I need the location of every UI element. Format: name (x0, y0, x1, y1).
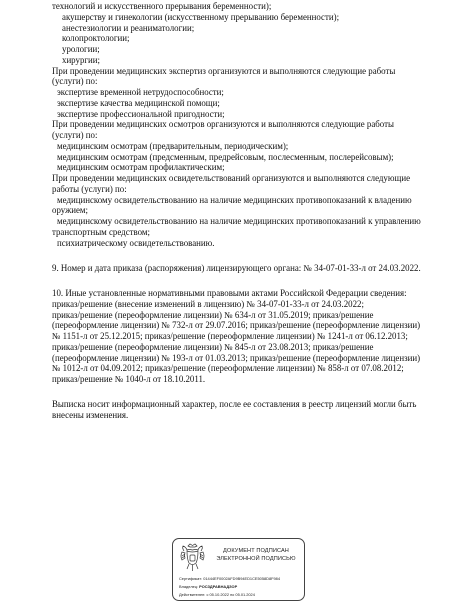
stamp-valid-row (179, 592, 255, 597)
text-line: (переоформление лицензии) № 732-л от 29.07.2016; приказ/решение (переоформление лицензии) (52, 320, 421, 330)
stamp-owner-value: РОСЗДРАВНАДЗОР (199, 584, 238, 589)
text-line: (услуги) по: (52, 130, 98, 140)
stamp-title-line-2: ЭЛЕКТРОННОЙ ПОДПИСЬЮ (216, 556, 296, 562)
license-order-number: 9. Номер и дата приказа (распоряжения) лицензирующего органа: № 34-07-01-33-л от 24.03.2022. (52, 263, 421, 273)
text-line: приказ/решение № 1040-л от 18.10.2011. (52, 374, 206, 384)
stamp-valid-value: с 05.10.2022 по 05.01.2024 (206, 592, 255, 597)
text-line: экспертизе качества медицинской помощи; (57, 98, 220, 108)
text-line: медицинским осмотрам профилактическим; (57, 162, 225, 172)
stamp-certificate-value: 01444EF0002AFD9B94ED1CE5058D8F984 (203, 576, 281, 581)
text-line: приказ/решение (внесение изменений в лицензию) № 34-07-01-33-л от 24.03.2022; (52, 299, 364, 309)
text-line: приказ/решение (переоформление лицензии) № 845-л от 23.08.2013; приказ/решение (52, 342, 374, 352)
text-line: При проведении медицинских освидетельствований организуются и выполняются следующие (52, 173, 411, 183)
text-line: психиатрическому освидетельствованию. (57, 238, 215, 248)
text-line: (услуги) по: (52, 76, 98, 86)
text-line: оружием; (52, 205, 88, 215)
stamp-title-line-1: ДОКУМЕНТ ПОДПИСАН (223, 548, 289, 554)
text-line: урологии; (62, 44, 100, 54)
stamp-certificate-label: Сертификат: (179, 576, 203, 581)
disclaimer-note: внесены изменения. (52, 410, 129, 420)
text-line: акушерству и гинекологии (искусственному прерыванию беременности); (62, 12, 340, 22)
text-line: № 1012-л от 04.09.2012; приказ/решение (переоформление лицензии) № 858-л от 07.08.2012; (52, 363, 404, 373)
electronic-signature-stamp (172, 538, 305, 601)
text-line: колопроктологии; (62, 33, 130, 43)
text-line: технологий и искусственного прерывания беременности); (52, 1, 272, 11)
text-line: № 1151-л от 25.12.2015; приказ/решение (переоформление лицензии) № 1241-л от 06.12.2013; (52, 331, 408, 341)
text-line: анестезиологии и реаниматологии; (62, 23, 195, 33)
text-line: медицинскому освидетельствованию на наличие медицинских противопоказаний к управлению (57, 216, 421, 226)
stamp-certificate-row (179, 576, 280, 581)
text-line: приказ/решение (переоформление лицензии) № 634-л от 31.05.2019; приказ/решение (52, 310, 374, 320)
stamp-owner-row (179, 584, 237, 589)
stamp-valid-label: Действителен: (179, 592, 206, 597)
stamp-owner-label: Владелец: (179, 584, 199, 589)
text-line: медицинскому освидетельствованию на наличие медицинских противопоказаний к владению (57, 195, 412, 205)
section-10-heading: 10. Иные установленные нормативными правовыми актами Российской Федерации сведения: (52, 288, 407, 298)
text-line: медицинским осмотрам (предварительным, периодическим); (57, 141, 289, 151)
text-line: хирургии; (62, 55, 100, 65)
disclaimer-note: Выписка носит информационный характер, после ее составления в реестр лицензий могли быть (52, 399, 417, 409)
text-line: экспертизе временной нетрудоспособности; (57, 87, 224, 97)
text-line: экспертизе профессиональной пригодности; (57, 109, 225, 119)
text-line: (переоформление лицензии) № 193-л от 01.03.2013; приказ/решение (переоформление лицензии) (52, 353, 421, 363)
text-line: При проведении медицинских осмотров организуются и выполняются следующие работы (52, 119, 394, 129)
russian-coat-of-arms-emblem-icon (179, 542, 206, 574)
text-line: При проведении медицинских экспертиз организуются и выполняются следующие работы (52, 66, 396, 76)
text-line: работы (услуги) по: (52, 184, 127, 194)
text-line: медицинским осмотрам (предсменным, предрейсовым, послесменным, послерейсовым); (57, 152, 394, 162)
text-line: транспортным средством; (52, 227, 150, 237)
